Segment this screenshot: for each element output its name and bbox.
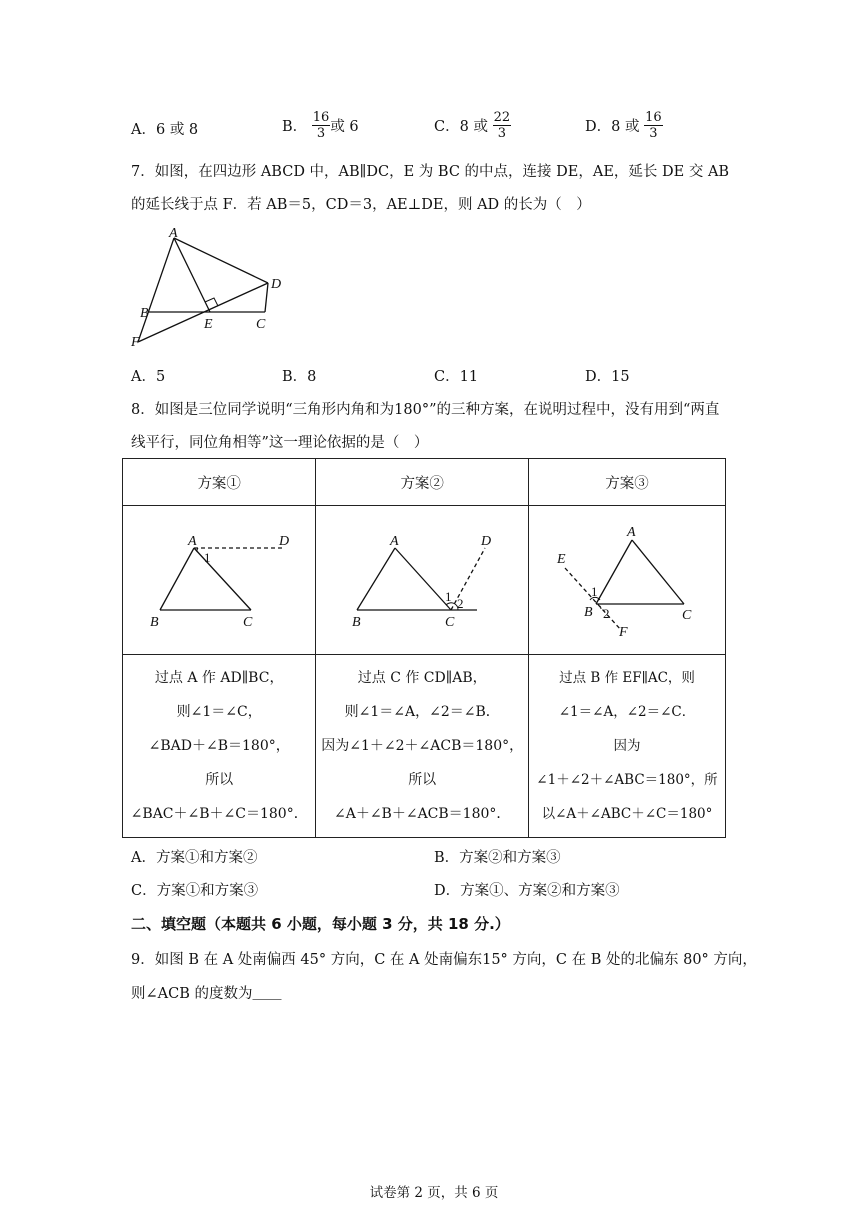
- q6-option-c: [434, 110, 511, 141]
- s3-label-a: A: [627, 525, 636, 540]
- q7-label-c: C: [256, 317, 266, 332]
- s1-angle-1: 1: [204, 550, 211, 565]
- s3-line4: ∠1＋∠2＋∠ABC＝180°，所: [536, 772, 718, 788]
- s1-line1: 过点 A 作 AD∥BC，: [154, 670, 284, 686]
- s2-angle-2: 2: [457, 596, 464, 611]
- q8-option-b: B．方案②和方案③: [434, 850, 561, 866]
- s3-line3: 因为: [613, 738, 641, 754]
- q8-scheme-table: [122, 458, 726, 838]
- s2-line4: 所以: [408, 772, 437, 788]
- q7-line-dc: [265, 283, 268, 312]
- s3-line2: ∠1＝∠A，∠2＝∠C．: [558, 704, 696, 720]
- q7-stem-line2: 的延长线于点 F．若 AB＝5，CD＝3，AE⊥DE，则 AD 的长为（ ）: [131, 197, 591, 213]
- q7-option-a: A．5: [131, 369, 166, 385]
- q7-label-f: F: [131, 335, 140, 350]
- s3-label-f: F: [619, 625, 628, 640]
- q7-line-ae: [174, 238, 210, 312]
- scheme3-figure: [529, 508, 725, 648]
- q7-option-d: D．15: [585, 369, 630, 385]
- s1-line5: ∠BAC＋∠B＋∠C＝180°．: [130, 806, 308, 822]
- s1-line2: 则∠1＝∠C，: [176, 704, 262, 720]
- s2-label-a: A: [390, 534, 399, 549]
- q6-d-fraction: [644, 110, 663, 141]
- q7-label-b: B: [140, 306, 149, 321]
- s3-line5: 以∠A＋∠ABC＋∠C＝180°: [541, 806, 713, 822]
- q6-option-d: [585, 110, 663, 141]
- q9-stem-line1: 9．如图 B 在 A 处南偏西 45° 方向，C 在 A 处南偏东15° 方向，C 在 B 处的北偏东 80° 方向，: [131, 952, 757, 968]
- section-2-heading: 二、填空题（本题共 6 小题，每小题 3 分，共 18 分.）: [131, 915, 510, 933]
- s1-label-a: A: [188, 534, 197, 549]
- q6-d-letter: D．: [585, 119, 612, 135]
- s3-line1: 过点 B 作 EF∥AC，则: [559, 670, 695, 686]
- q8-stem-line2: 线平行，同位角相等”这一理论依据的是（ ）: [131, 435, 429, 451]
- q9-stem-line2: 则∠ACB 的度数为＿＿: [131, 986, 282, 1002]
- q7-option-c: C．11: [434, 369, 479, 385]
- scheme1-text-cell: [123, 655, 316, 838]
- s2-line1: 过点 C 作 CD∥AB，: [357, 670, 487, 686]
- q7-line-af: [138, 238, 174, 342]
- q7-stem-line1: 7．如图，在四边形 ABCD 中，AB∥DC，E 为 BC 的中点，连接 DE，AE，延长 DE 交 AB: [131, 164, 730, 180]
- scheme1-header: 方案①: [123, 459, 316, 506]
- scheme2-figure-cell: [316, 506, 529, 655]
- q6-c-fraction: [493, 110, 512, 141]
- q6-d-den: 3: [649, 126, 658, 141]
- q6-b-letter: B．: [282, 119, 308, 135]
- s3-angle-1: 1: [591, 584, 598, 599]
- s3-label-b: B: [584, 605, 593, 620]
- scheme2-header: 方案②: [316, 459, 529, 506]
- q8-option-c: C．方案①和方案③: [131, 883, 259, 899]
- q6-b-num: 16: [312, 110, 330, 125]
- q6-option-b: [282, 110, 359, 141]
- s1-label-d: D: [279, 534, 290, 549]
- page-footer: 试卷第 2 页，共 6 页: [369, 1185, 499, 1201]
- q7-option-b: B．8: [282, 369, 317, 385]
- s2-line5: ∠A＋∠B＋∠ACB＝180°．: [333, 806, 511, 822]
- s3-angle-2: 2: [603, 606, 610, 621]
- scheme2-figure: [317, 508, 527, 648]
- q6-d-num: 16: [645, 110, 662, 125]
- s2-label-d: D: [481, 534, 492, 549]
- q7-label-e: E: [204, 317, 213, 332]
- scheme1-figure: [124, 508, 314, 648]
- q6-c-letter: C．: [434, 119, 460, 135]
- s3-label-e: E: [557, 552, 566, 567]
- scheme2-text-cell: [316, 655, 529, 838]
- s2-line2: 则∠1＝∠A，∠2＝∠B．: [344, 704, 500, 720]
- q8-option-d: D．方案①、方案②和方案③: [434, 883, 620, 899]
- s2-label-b: B: [352, 615, 361, 630]
- s1-line3: ∠BAD＋∠B＝180°，: [148, 738, 290, 754]
- q6-b-fraction: [312, 110, 331, 141]
- q6-d-text: 8 或: [611, 119, 640, 135]
- q6-c-den: 3: [497, 126, 506, 141]
- s1-line4: 所以: [205, 772, 234, 788]
- s3-label-c: C: [682, 608, 692, 623]
- q6-c-num: 22: [493, 110, 511, 125]
- s2-angle-1: 1: [445, 589, 452, 604]
- s1-label-b: B: [150, 615, 159, 630]
- scheme3-figure-cell: [529, 506, 726, 655]
- q8-stem-line1: 8．如图是三位同学说明“三角形内角和为180°”的三种方案，在说明过程中，没有用到“两直: [131, 402, 720, 418]
- q7-line-ad: [174, 238, 268, 283]
- s1-label-c: C: [243, 615, 253, 630]
- s2-line3: 因为∠1＋∠2＋∠ACB＝180°，: [321, 738, 524, 754]
- q7-label-d: D: [271, 277, 282, 292]
- q7-label-a: A: [169, 226, 178, 241]
- q6-c-text: 8 或: [459, 119, 488, 135]
- scheme3-text-cell: [529, 655, 726, 838]
- q6-b-text: 或 6: [330, 119, 359, 135]
- s2-label-c: C: [445, 615, 455, 630]
- scheme1-figure-cell: [123, 506, 316, 655]
- q6-b-den: 3: [316, 126, 326, 141]
- q8-option-a: A．方案①和方案②: [131, 850, 258, 866]
- q6-option-a: [131, 118, 198, 139]
- q6-a-letter: A．: [131, 122, 156, 138]
- scheme3-header: 方案③: [529, 459, 726, 506]
- q7-figure: [128, 222, 298, 352]
- q6-a-text: 6 或 8: [155, 122, 199, 138]
